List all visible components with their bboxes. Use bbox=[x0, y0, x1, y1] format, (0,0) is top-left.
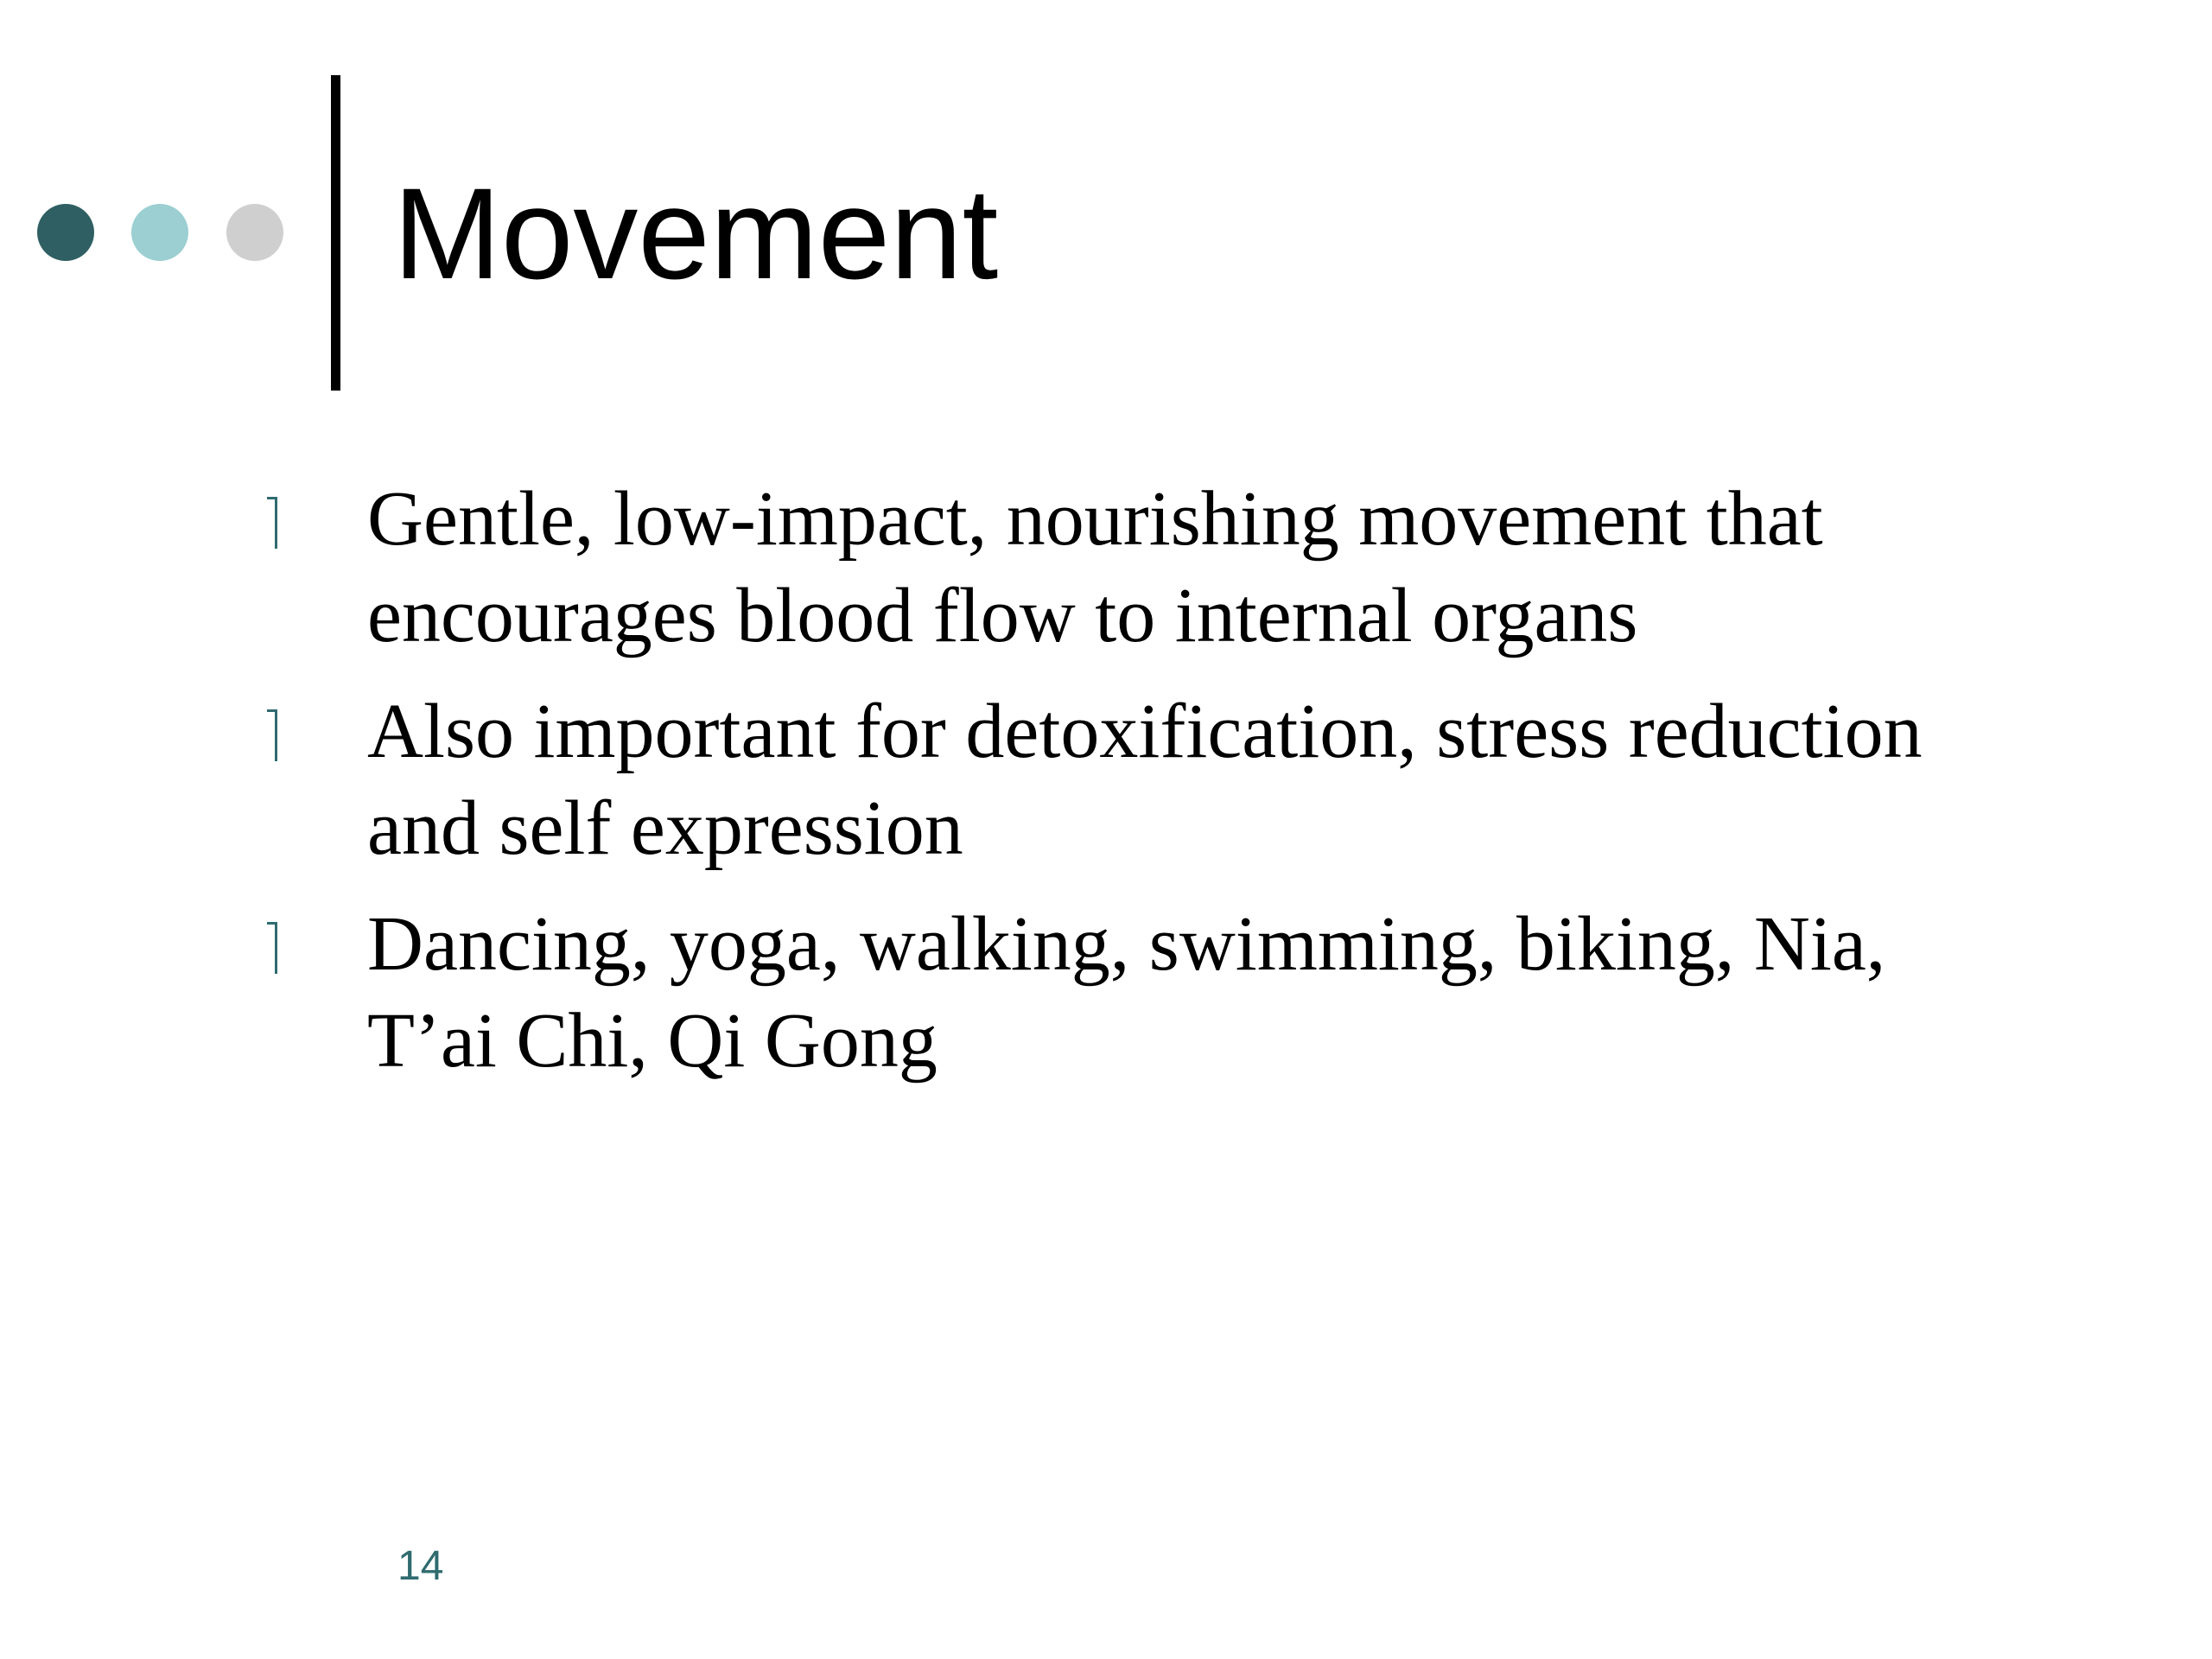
decorative-dot-dark bbox=[37, 204, 94, 261]
bullet-icon bbox=[275, 709, 278, 761]
bullet-text: Gentle, low-impact, nourishing movement that encourages blood flow to internal organs bbox=[367, 476, 1823, 658]
bullet-item bbox=[0, 683, 2212, 877]
slide-title: Movement bbox=[393, 161, 999, 306]
title-divider bbox=[331, 75, 340, 391]
bullet-icon bbox=[275, 497, 278, 549]
bullet-icon bbox=[275, 922, 278, 974]
bullet-item bbox=[0, 896, 2212, 1090]
decorative-dot-light bbox=[131, 204, 188, 261]
bullet-item bbox=[0, 471, 2212, 664]
bullet-text: Also important for detoxification, stress reduction and self expression bbox=[367, 689, 1923, 871]
bullet-list bbox=[0, 471, 2212, 1109]
bullet-text: Dancing, yoga, walking, swimming, biking, Nia, T’ai Chi, Qi Gong bbox=[367, 901, 1886, 1084]
page-number: 14 bbox=[397, 1543, 444, 1589]
decorative-dot-gray bbox=[226, 204, 283, 261]
